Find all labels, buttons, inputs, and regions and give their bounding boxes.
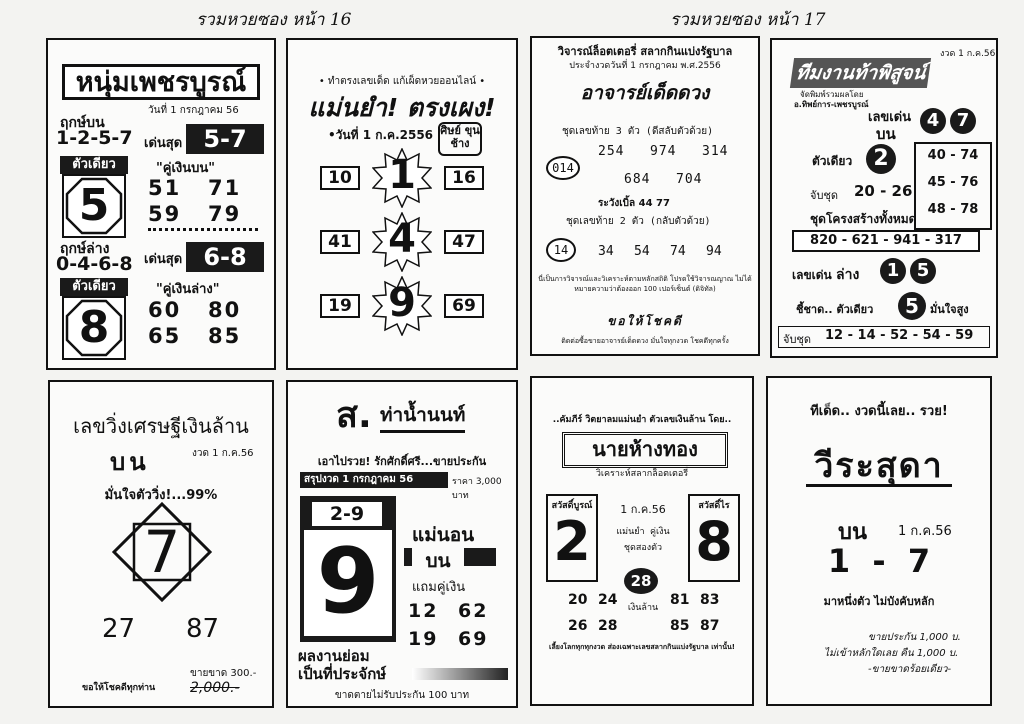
bar-decoration [404,548,412,566]
panel-millionaire-run [48,380,274,708]
panel-date: 1 ก.ค.56 [898,524,952,539]
three-number: 254 [598,144,625,159]
pair: 81 [670,592,690,608]
panel-title: นายห้างทอง [562,432,728,468]
bottom-label: จับชุด [783,333,812,346]
two-number: 74 [670,244,686,259]
bottom-set: 12 - 14 - 52 - 54 - 59 [825,328,974,343]
date-bar: สรุปงวด 1 กรกฎาคม 56 [300,472,448,488]
single-label: ตัวเดียว [60,156,128,174]
pair: 19 [408,628,439,650]
note: ขาดตายไม่รับประกัน 100 บาท [334,690,470,701]
set-value: 20 - 26 [854,182,913,200]
mid-line1: แม่นยำ คู่เงิน [616,527,670,537]
pair: 85 [670,618,690,634]
single-label: ตัวเดียว [812,154,853,168]
panel-date: งวด 1 ก.ค.56 [940,49,996,59]
two-number: 54 [634,244,650,259]
mid-line3: เงินล้าน [627,603,659,613]
panel-date: •วันที่ 1 ก.ค.2556 [328,128,434,142]
upper-single: 5 [78,180,110,231]
pair: 12 [408,600,439,622]
hot-label: เด่นสุด [144,136,183,151]
pair: 26 [568,618,588,634]
tagline: เอาไปรวย! รักศักดิ์ศรี...ขายประกัน [317,455,487,468]
footer: ติดต่อซื้อขายอาจารย์เด็ดดวง มั่นใจทุกงวด โชคดีทุกครั้ง [561,337,729,345]
panel-naihangtong [530,376,754,706]
upper-word: บน [425,550,451,572]
center-number: 7 [143,518,181,586]
left-number: 2 [553,510,591,573]
upper-word: บน [110,448,150,476]
lower-hot: 6-8 [186,242,264,272]
pair: 51 [148,176,182,200]
single-circle: 2 [866,144,896,174]
upper-pairs-label: "คู่เงินบน" [156,161,216,176]
pick-suffix: มั่นใจสูง [930,303,969,316]
note: มาหนึ่งตัว ไม่บังคับหลัก [823,595,935,608]
right-number: 47 [444,230,484,254]
old-price: 2,000.- [190,680,240,696]
upper-word: บน [838,520,868,545]
bar-decoration [464,548,496,566]
structure-label: ชุดโครงสร้างทั้งหมด [810,212,917,226]
left-number: 10 [320,166,360,190]
upper-single-box [62,174,126,238]
three-number: 974 [650,144,677,159]
right-box [688,494,740,582]
panel-title: แม่นยำ! ตรงเผง! [308,93,496,122]
lower-digits: 0-4-6-8 [56,253,133,275]
panel-title: ทีมงานท้าพิสูจน์ [790,58,932,88]
three-label: ชุดเลขท้าย 3 ตัว (ดีสลับตัวด้วย) [562,126,714,137]
panel-date: ประจำงวดวันที่ 1 กรกฎาคม พ.ศ.2556 [569,61,721,71]
price-line3: -ขายขาดร้อยเดียว- [868,664,952,675]
center-number: 1 [388,152,416,198]
structure-value: 820 - 621 - 941 - 317 [792,230,980,252]
big-number-block [300,496,396,642]
panel-num-petchabun [46,38,276,370]
panel-maenyam [286,38,518,370]
pick-label: ชี้ชาด.. ตัวเดียว [796,303,874,316]
mid-line2: ชุดสองตัว [623,543,663,553]
result-line2: เป็นที่ประจักษ์ [298,665,387,683]
numbers: 1 - 7 [827,542,931,580]
panel-org: วิจารณ์ล็อตเตอรี่ สลากกินแบ่งรัฐบาล [557,45,733,58]
upper-label: ฤกษ์บน [60,115,105,131]
panel-team-tapisut [770,38,998,358]
two-number: 94 [706,244,722,259]
logo: ท่าน้ำนนท์ [380,400,465,433]
lower-single-box [62,296,126,360]
panel-tanamnon [286,380,518,708]
pair: 69 [458,628,489,650]
left-box [546,494,598,582]
panel-date: งวด 1 ก.ค.56 [192,448,254,459]
lower-label: เลขเด่น [792,268,832,282]
panel-title: อาจารย์เด็ดดวง [580,82,710,104]
sub1: จัดพิมพ์รวมผลโดย [800,90,864,99]
grid-line: 45 - 76 [927,175,979,190]
top-line: ..คัมภีร์ วิตยาลมแม่นยำ ตัวเลขเงินล้าน โดย.. [552,415,732,425]
two-number: 34 [598,244,614,259]
confidence: มั่นใจตัววิ่ง!...99% [104,488,218,503]
panel-tagline: • ทำตรงเลขเด็ด แก้เผ็ดหวยออนไลน์ • [318,76,486,87]
left-number: 19 [320,294,360,318]
lower-single: 8 [78,302,110,353]
three-number: 314 [702,144,729,159]
set-label: จับชุด [810,189,839,202]
sure-label: แม่นอน [412,524,475,546]
left-number: 27 [102,614,136,644]
right-number: 69 [444,294,484,318]
wish: ขอให้โชคดีทุกท่าน [82,683,156,693]
page-header-left: รวมหวยซอง หน้า 16 [196,10,352,30]
lower-word: ล่าง [836,267,860,283]
pair: 28 [598,618,618,634]
pair: 85 [208,324,242,348]
center-circle: 28 [624,568,658,594]
upper-number-circle: 4 [920,108,946,134]
right-number: 87 [186,614,220,644]
upper-label: เลขเด่น [868,110,912,125]
pair: 24 [598,592,618,608]
price: ราคา 3,000 บาท [452,477,502,501]
pair: 65 [148,324,182,348]
big-number: 9 [304,530,392,636]
price-line1: ขายประกัน 1,000 บ. [868,632,961,643]
upper-hot: 5-7 [186,124,264,154]
two-label: ชุดเลขท้าย 2 ตัว (กลับตัวด้วย) [566,216,711,227]
panel-title: หนุ่มเพชรบูรณ์ [62,64,260,100]
pair: 87 [700,618,720,634]
lower-number-circle: 5 [910,258,936,284]
hot-label: เด่นสุด [144,252,183,267]
three-number: 704 [676,172,703,187]
lower-pairs-label: "คู่เงินล่าง" [156,282,220,297]
center-number: 4 [388,216,416,262]
two-circle: 14 [546,238,576,262]
three-circle: 014 [546,156,580,180]
panel-date: 1 ก.ค.56 [620,503,666,516]
pair: 71 [208,176,242,200]
right-number: 8 [695,510,733,573]
pairs-note: ระวังเบิ้ล 44 77 [598,198,670,209]
bonus-label: แถมคู่เงิน [412,580,466,595]
left-label: สวัสดิ์บูรณ์ [551,501,593,511]
single-label: ตัวเดียว [60,278,128,296]
panel-date: วันที่ 1 กรกฎาคม 56 [148,105,239,116]
page-header-right: รวมหวยซอง หน้า 17 [670,10,826,30]
pair: 62 [458,600,489,622]
grid-line: 40 - 74 [927,148,979,163]
panel-weerasuda [766,376,992,706]
pick-circle: 5 [898,292,926,320]
panel-ajarn-dedduang [530,36,760,356]
sub2: อ.ทิพย์การ-เพชรบูรณ์ [794,100,869,109]
divider [148,228,258,231]
pair: 80 [208,298,242,322]
logo: ขอให้โชคดี [607,314,683,328]
bottom-set-box [778,326,990,348]
result-line1: ผลงานย่อม [298,647,370,665]
upper-word: บน [876,125,896,143]
top-line: ทีเด็ด.. งวดนี้เลย.. รวย! [810,404,948,419]
center-number: 9 [388,280,416,326]
pair: 59 [148,202,182,226]
logo-prefix: ส. [336,395,372,436]
pair: 20 [568,592,588,608]
price-line2: ไม่เข้าหลักใดเลย คืน 1,000 บ. [824,648,959,659]
three-number: 684 [624,172,651,187]
price-label: ขายขาด 300.- [190,668,257,679]
upper-digits: 1-2-5-7 [56,127,133,149]
left-number: 41 [320,230,360,254]
panel-title: เลขวิ่งเศรษฐีเงินล้าน [73,414,249,438]
lower-label: ฤกษ์ล่าง [60,241,110,257]
badge: ศิษย์ ขุนช้าง [438,122,482,156]
pair: 79 [208,202,242,226]
pair: 83 [700,592,720,608]
lower-number-circle: 1 [880,258,906,284]
panel-title: วีระสุดา [814,446,944,486]
disclaimer: นี่เป็นการวิจารณ์และวิเคราะห์ตามหลักสถิติ โปรดใช้วิจารณญาณ ไม่ได้หมายความว่าต้องออก 100 เปอร์เซ็นต์ (ดิจิทัล) [538,275,752,293]
gradient-bar [412,668,508,680]
pair: 60 [148,298,182,322]
subtitle: วิเคราะห์สลากล็อตเตอรี่ [595,469,689,479]
upper-number-circle: 7 [950,108,976,134]
right-label: สวัสดิ์ไร [698,501,730,511]
grid-line: 48 - 78 [927,202,979,217]
right-number: 16 [444,166,484,190]
title-underline [806,484,952,487]
grid-box [914,142,992,230]
footer: เลี้ยงโลกทุกทุกงวด ส่องเฉพาะเลขสลากกินแบ่งรัฐบาล เท่านั้น! [549,643,735,651]
pair-label: 2-9 [312,502,382,526]
